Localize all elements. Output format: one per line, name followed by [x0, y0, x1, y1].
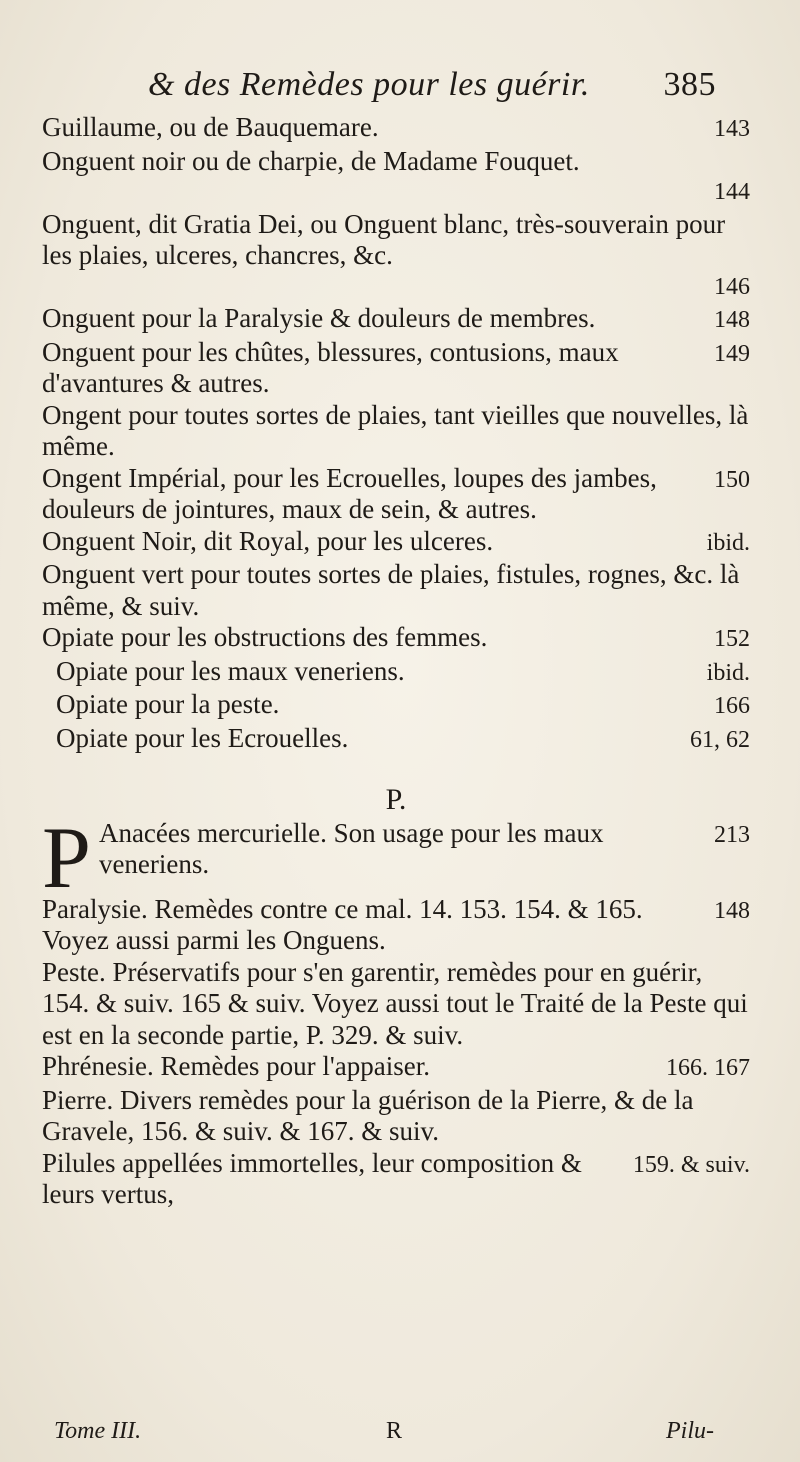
entry-text: Peste. Préservatifs pour s'en garentir, remèdes pour en guérir, 154. & suiv. 165 & suiv. Voyez aussi tout le Traité de la Peste qui est en la seconde partie, P. 329. & suiv. — [42, 956, 748, 1050]
index-entry — [42, 1051, 750, 1085]
index-entry — [42, 656, 750, 690]
index-entry — [42, 112, 750, 146]
entry-text: Opiate pour la peste. — [56, 689, 280, 719]
index-entry — [42, 400, 750, 463]
dropcap-letter: P — [42, 809, 91, 907]
entry-page-ref: 152 — [714, 626, 750, 652]
entry-text: Onguent pour les chûtes, blessures, contusions, maux d'avantures & autres. — [42, 336, 619, 398]
index-entry — [42, 622, 750, 656]
entry-text: Ongent pour toutes sortes de plaies, tant vieilles que nouvelles, là même. — [42, 399, 749, 461]
index-entry — [42, 209, 750, 304]
index-entry — [42, 894, 750, 957]
index-entry — [42, 1085, 750, 1148]
entry-text: Onguent vert pour toutes sortes de plaies, fistules, rognes, &c. là même, & suiv. — [42, 559, 740, 621]
volume-label: Tome III. — [54, 1418, 142, 1444]
entry-text: Paralysie. Remèdes contre ce mal. 14. 153. 154. & 165. Voyez aussi parmi les Onguens. — [42, 893, 643, 955]
entry-page-ref: 148 — [714, 307, 750, 333]
entry-page-ref: ibid. — [706, 659, 750, 686]
index-entry — [42, 526, 750, 560]
entry-text: Onguent, dit Gratia Dei, ou Onguent blanc, très-souverain pour les plaies, ulceres, chancres, &c. — [42, 208, 726, 270]
entry-page-ref: ibid. — [706, 529, 750, 556]
index-entry — [42, 146, 750, 209]
entry-page-ref: 150 — [714, 466, 750, 493]
index-entry — [42, 1148, 750, 1211]
entry-page-ref: 144 — [714, 179, 750, 205]
running-header — [148, 66, 716, 104]
catchword: Pilu- — [666, 1418, 714, 1444]
index-entry — [42, 303, 750, 337]
index-entry — [42, 809, 750, 907]
running-title: & des Remèdes pour les guérir. — [148, 66, 590, 103]
entry-page-ref: 166 — [714, 693, 750, 719]
entry-text: Ongent Impérial, pour les Ecrouelles, loupes des jambes, douleurs de jointures, maux de sein, & autres. — [42, 462, 657, 524]
entry-text: Opiate pour les Ecrouelles. — [56, 722, 349, 753]
entry-text: Onguent pour la Paralysie & douleurs de membres. — [42, 303, 596, 333]
entry-page-ref: 61, 62 — [690, 726, 750, 753]
index-entry — [42, 723, 750, 757]
entry-text: Pierre. Divers remèdes pour la guérison de la Pierre, & de la Gravele, 156. & suiv. & 167. & suiv. — [42, 1084, 694, 1146]
page-number: 385 — [663, 66, 716, 103]
entry-text: Onguent Noir, dit Royal, pour les ulceres. — [42, 525, 494, 556]
index-entry — [42, 957, 750, 1052]
entry-text: Anacées mercurielle. Son usage pour les maux veneriens. — [98, 817, 604, 879]
entry-text: Pilules appellées immortelles, leur composition & leurs vertus, — [42, 1147, 582, 1209]
signature-mark: R — [386, 1418, 403, 1444]
entry-page-ref: 148 — [714, 897, 750, 924]
entry-page-ref: 146 — [714, 273, 750, 300]
section-letter-p: P. — [385, 783, 407, 816]
entry-page-ref: 213 — [714, 821, 750, 848]
entry-text: Opiate pour les maux veneriens. — [56, 655, 405, 686]
entry-page-ref: 166. 167 — [666, 1055, 750, 1081]
entry-text: Phrénesie. Remèdes pour l'appaiser. — [42, 1051, 431, 1081]
index-entry — [42, 463, 750, 526]
index-entry — [42, 337, 750, 400]
entry-text: Opiate pour les obstructions des femmes. — [42, 622, 488, 652]
entry-page-ref: 143 — [714, 116, 750, 142]
entry-page-ref: 159. & suiv. — [632, 1151, 750, 1178]
index-entry — [42, 559, 750, 622]
entry-text: Guillaume, ou de Bauquemare. — [42, 112, 379, 142]
entry-page-ref: 149 — [714, 340, 750, 367]
index-entry — [42, 689, 750, 723]
entry-text: Onguent noir ou de charpie, de Madame Fouquet. — [42, 145, 580, 176]
index-entries — [42, 112, 750, 1211]
